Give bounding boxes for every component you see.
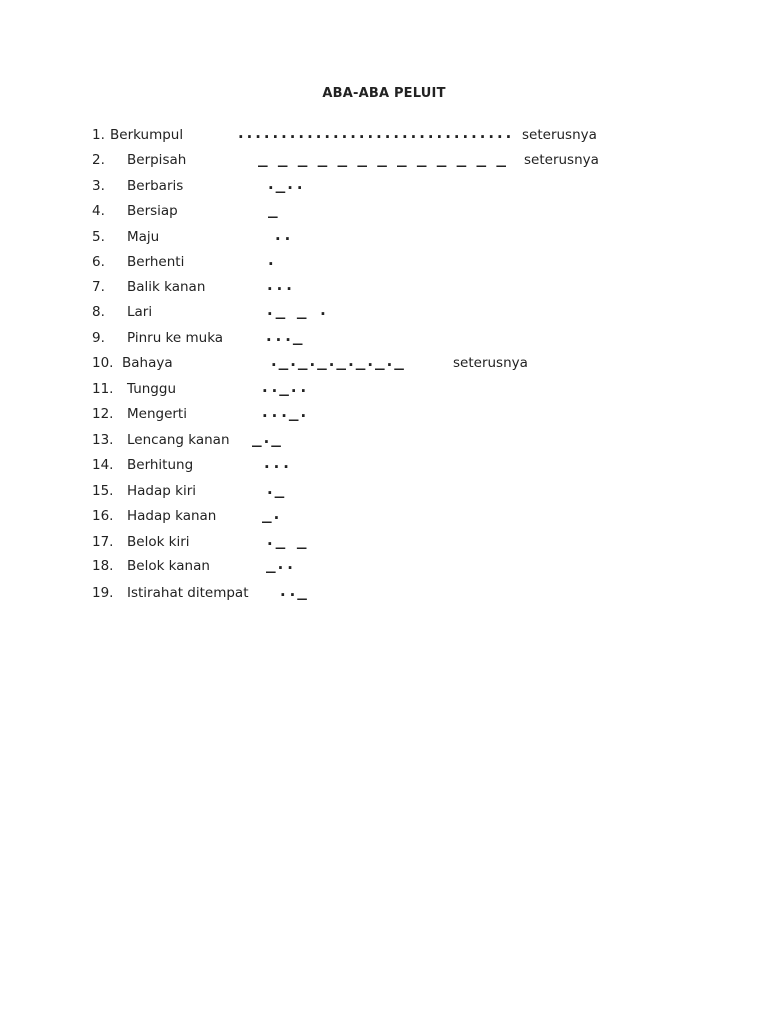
item-number: 17. <box>92 534 114 550</box>
item-label: Berhitung <box>127 457 194 473</box>
whistle-signal: _.. <box>266 554 295 573</box>
whistle-signal: _._ <box>252 428 281 447</box>
item-number: 11. <box>92 381 114 397</box>
whistle-signal: ._ _ . <box>265 300 329 319</box>
item-label: Pinru ke muka <box>127 330 224 346</box>
whistle-signal: ... <box>265 275 294 294</box>
item-number: 2. <box>92 152 105 168</box>
item-label: Mengerti <box>127 406 187 422</box>
whistle-signal: _ <box>268 199 278 218</box>
item-number: 4. <box>92 203 105 219</box>
item-label: Belok kanan <box>127 558 210 574</box>
whistle-signal: ..._. <box>260 402 309 421</box>
item-label: Maju <box>127 229 160 245</box>
item-label: Hadap kiri <box>127 483 196 499</box>
item-number: 9. <box>92 330 105 346</box>
item-label: Istirahat ditempat <box>127 585 249 601</box>
whistle-signal: .._ <box>278 581 307 600</box>
whistle-signal: ._._._._._._._ <box>269 351 404 370</box>
item-suffix: seterusnya <box>522 127 597 143</box>
item-number: 7. <box>92 279 105 295</box>
page-title: ABA-ABA PELUIT <box>322 86 446 101</box>
item-label: Berpisah <box>127 152 187 168</box>
item-suffix: seterusnya <box>524 152 599 168</box>
whistle-signal: ._ _ <box>265 530 308 549</box>
item-label: Berbaris <box>127 178 184 194</box>
item-label: Bahaya <box>122 355 173 371</box>
whistle-signal: ..._ <box>264 326 303 345</box>
item-number: 16. <box>92 508 114 524</box>
item-label: Balik kanan <box>127 279 206 295</box>
item-number: 15. <box>92 483 114 499</box>
item-number: 14. <box>92 457 114 473</box>
item-label: Berkumpul <box>110 127 184 143</box>
item-number: 12. <box>92 406 114 422</box>
whistle-signal: ._.. <box>266 174 305 193</box>
item-number: 8. <box>92 304 105 320</box>
item-label: Hadap kanan <box>127 508 217 524</box>
item-number: 10. <box>92 355 114 371</box>
item-number: 1. <box>92 127 105 143</box>
whistle-signal: _ _ _ _ _ _ _ _ _ _ _ _ _ <box>258 148 507 167</box>
whistle-signal: ._ <box>265 479 285 498</box>
item-suffix: seterusnya <box>453 355 528 371</box>
item-number: 18. <box>92 558 114 574</box>
item-label: Berhenti <box>127 254 185 270</box>
item-number: 13. <box>92 432 114 448</box>
item-number: 5. <box>92 229 105 245</box>
whistle-signal: ... <box>262 453 291 472</box>
item-label: Bersiap <box>127 203 178 219</box>
item-label: Lari <box>127 304 153 320</box>
whistle-signal: .._.. <box>260 377 309 396</box>
item-number: 19. <box>92 585 114 601</box>
whistle-signal: .. <box>273 225 293 244</box>
whistle-signal: _. <box>262 504 282 523</box>
item-label: Lencang kanan <box>127 432 230 448</box>
whistle-signal: . <box>266 250 276 269</box>
item-number: 3. <box>92 178 105 194</box>
whistle-signal: ................................ <box>236 123 513 142</box>
item-number: 6. <box>92 254 105 270</box>
item-label: Tunggu <box>127 381 177 397</box>
item-label: Belok kiri <box>127 534 190 550</box>
